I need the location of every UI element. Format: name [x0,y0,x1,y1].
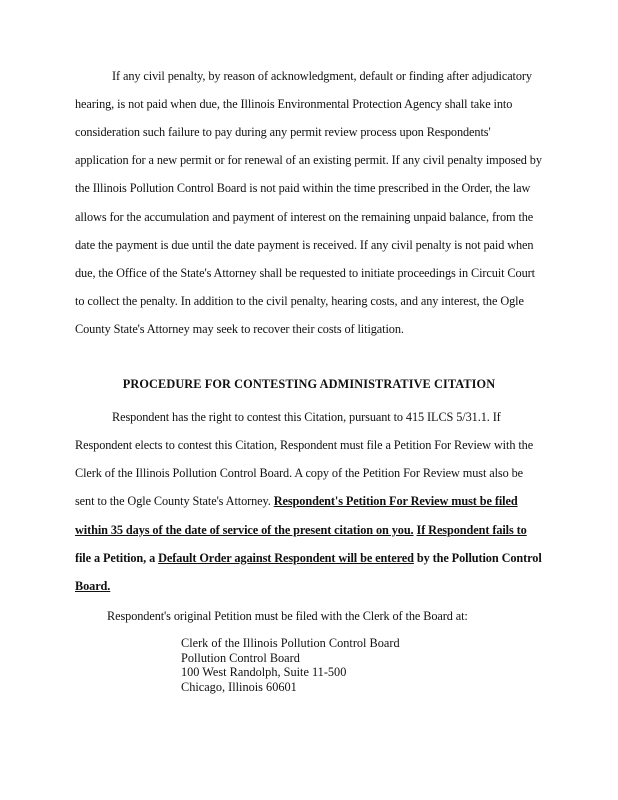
default-order-warning: Default Order against Respondent will be entered [158,551,414,565]
paragraph2-line-4 [75,494,518,509]
paragraph2-line-2: Respondent elects to contest this Citation, Respondent must file a Petition For Review with the [75,438,534,452]
clerk-address-block [181,636,400,694]
paragraph1-line-2: hearing, is not paid when due, the Illinois Environmental Protection Agency shall take into [75,97,513,111]
paragraph1-line-7: date the payment is due until the date payment is received. If any civil penalty is not paid when [75,238,534,252]
paragraph1-line-9: to collect the penalty. In addition to the civil penalty, hearing costs, and any interest, the Ogle [75,294,524,308]
paragraph2-line-6 [75,551,542,566]
failure-warning: If Respondent fails to [416,523,527,537]
paragraph1-line-10: County State's Attorney may seek to recover their costs of litigation. [75,322,404,336]
address-line-3: 100 West Randolph, Suite 11-500 [181,665,347,679]
paragraph2-line-5 [75,523,527,538]
paragraph1-line-3: consideration such failure to pay during any permit review process upon Respondents' [75,125,491,139]
paragraph2-line-4-text: sent to the Ogle County State's Attorney. [75,494,274,508]
filing-deadline-days: within 35 days of the date of service of the present citation on you. [75,523,414,537]
paragraph1-line-4: application for a new permit or for renewal of an existing permit. If any civil penalty imposed by [75,153,542,167]
paragraph1-line-8: due, the Office of the State's Attorney shall be requested to initiate proceedings in Circuit Court [75,266,535,280]
address-line-1: Clerk of the Illinois Pollution Control Board [181,636,400,650]
paragraph1-line-1: If any civil penalty, by reason of acknowledgment, default or finding after adjudicatory [112,69,532,83]
paragraph2-line-7: Board. [75,579,111,593]
paragraph2-line-1: Respondent has the right to contest this Citation, pursuant to 415 ILCS 5/31.1. If [112,410,501,424]
address-line-2: Pollution Control Board [181,650,300,665]
paragraph1-line-6: allows for the accumulation and payment of interest on the remaining unpaid balance, from the [75,210,534,224]
paragraph1-line-5: the Illinois Pollution Control Board is not paid within the time prescribed in the Order, the law [75,181,531,195]
paragraph2-line-6-c: by the Pollution Control [413,551,542,565]
paragraph2-line-6-a: file a Petition, a [75,551,159,565]
paragraph3: Respondent's original Petition must be filed with the Clerk of the Board at: [107,609,468,623]
section-heading: PROCEDURE FOR CONTESTING ADMINISTRATIVE CITATION [122,377,496,391]
filing-deadline-notice: Respondent's Petition For Review must be filed [273,494,518,508]
paragraph2-line-3: Clerk of the Illinois Pollution Control Board. A copy of the Petition For Review must also be [75,466,524,480]
address-line-4: Chicago, Illinois 60601 [181,679,297,694]
